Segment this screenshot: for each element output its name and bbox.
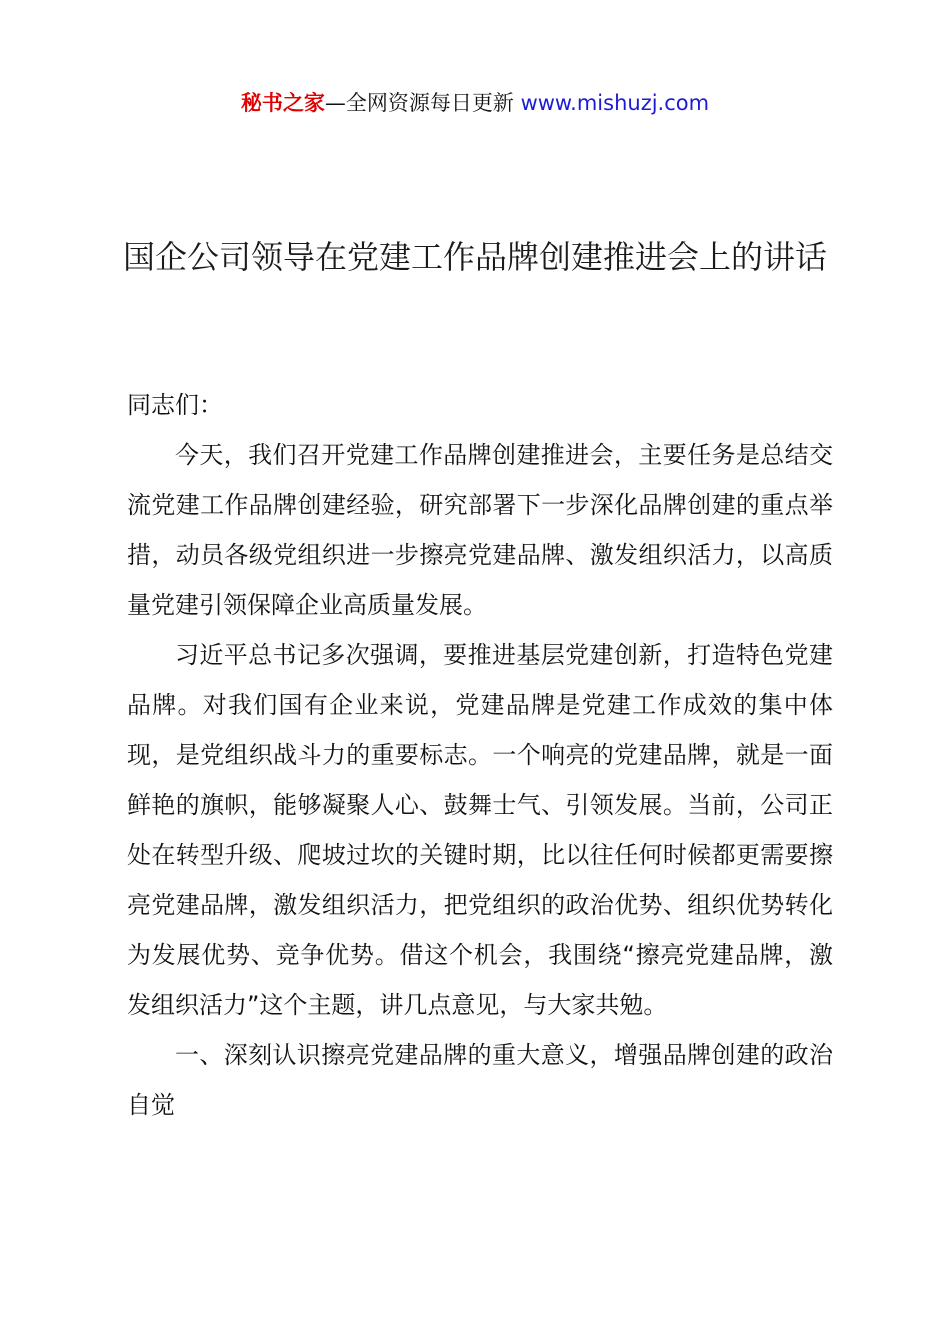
section-heading: 一、深刻认识擦亮党建品牌的重大意义，增强品牌创建的政治自觉 [127, 1041, 833, 1119]
document-title: 国企公司领导在党建工作品牌创建推进会上的讲话 [122, 238, 827, 276]
paragraph: 今天，我们召开党建工作品牌创建推进会，主要任务是总结交流党建工作品牌创建经验，研究部署下一步深化品牌创建的重点举措，动员各级党组织进一步擦亮党建品牌、激发组织活力，以高质量党建引领保障企业高质量发展。 [127, 441, 833, 619]
site-tagline: —全网资源每日更新 [324, 91, 521, 115]
site-url[interactable]: www.mishuzj.com [520, 91, 710, 115]
document-body [127, 380, 833, 1130]
salutation: 同志们： [127, 391, 223, 419]
site-header [0, 86, 950, 120]
site-brand: 秘书之家 [240, 91, 325, 115]
paragraph: 习近平总书记多次强调，要推进基层党建创新，打造特色党建品牌。对我们国有企业来说，党建品牌是党建工作成效的集中体现，是党组织战斗力的重要标志。一个响亮的党建品牌，就是一面鲜艳的旗帜，能够凝聚人心、鼓舞士气、引领发展。当前，公司正处在转型升级、爬坡过坎的关键时期，比以往任何时候都更需要擦亮党建品牌，激发组织活力，把党组织的政治优势、组织优势转化为发展优势、竞争优势。借这个机会，我围绕“擦亮党建品牌，激发组织活力”这个主题，讲几点意见，与大家共勉。 [127, 641, 833, 1019]
